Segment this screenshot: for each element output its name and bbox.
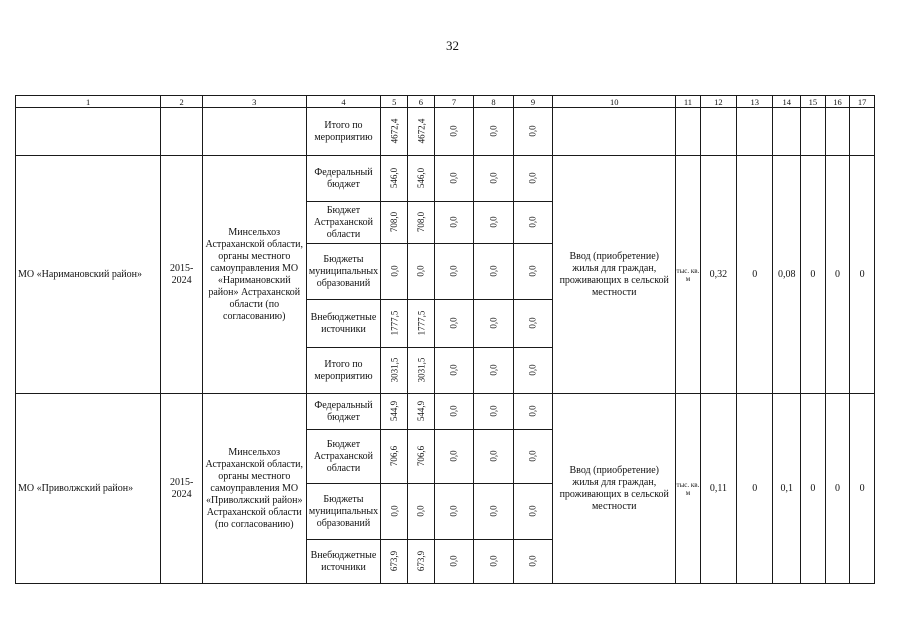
value-text: 544,9	[415, 400, 426, 421]
empty-cell	[676, 108, 701, 156]
indicator-cell: 0	[737, 156, 773, 394]
value-cell	[474, 430, 514, 484]
col-header: 14	[773, 96, 801, 108]
value-text: 1777,5	[415, 310, 426, 335]
value-cell	[381, 300, 408, 348]
unit-cell: тыс. кв. м	[676, 156, 701, 394]
value-text: 0,0	[488, 171, 499, 184]
indicator-cell: 0	[737, 394, 773, 584]
value-text: 546,0	[389, 167, 400, 188]
indicator-cell: 0,32	[700, 156, 736, 394]
period-cell: 2015-2024	[161, 394, 203, 584]
funding-source: Федеральный бюджет	[306, 156, 381, 202]
executor-cell: Минсельхоз Астраханской области, органы местного самоуправления МО «Наримановский район» Астраханской области (по согласованию)	[202, 156, 306, 394]
value-cell	[513, 348, 553, 394]
value-cell	[381, 348, 408, 394]
value-text: 0,0	[528, 316, 539, 329]
value-cell	[408, 394, 435, 430]
value-text: 0,0	[528, 171, 539, 184]
col-header: 8	[474, 96, 514, 108]
funding-source: Внебюджетные источники	[306, 300, 381, 348]
col-header: 6	[408, 96, 435, 108]
value-text: 0,0	[488, 554, 499, 567]
empty-cell	[161, 108, 203, 156]
indicator-cell: 0,11	[700, 394, 736, 584]
col-header: 9	[513, 96, 553, 108]
value-cell	[434, 300, 474, 348]
value-text: 0,0	[449, 504, 460, 517]
value-cell	[434, 244, 474, 300]
executor-cell: Минсельхоз Астраханской области, органы местного самоуправления МО «Приволжский район» Астраханской области (по согласованию)	[202, 394, 306, 584]
funding-source: Итого по мероприятию	[306, 108, 381, 156]
value-text: 0,0	[488, 264, 499, 277]
col-header: 17	[850, 96, 875, 108]
empty-cell	[825, 108, 850, 156]
value-cell	[381, 484, 408, 540]
indicator-cell: 0	[825, 394, 850, 584]
col-header: 4	[306, 96, 381, 108]
value-cell	[513, 394, 553, 430]
value-text: 0,0	[415, 264, 426, 277]
value-text: 0,0	[449, 264, 460, 277]
table-row	[16, 108, 875, 156]
value-cell	[434, 484, 474, 540]
empty-cell	[16, 108, 161, 156]
page-number: 32	[446, 38, 459, 53]
col-header: 7	[434, 96, 474, 108]
value-cell	[434, 202, 474, 244]
funding-source: Итого по мероприятию	[306, 348, 381, 394]
indicator-cell: 0	[850, 156, 875, 394]
value-cell	[513, 108, 553, 156]
value-text: 0,0	[528, 363, 539, 376]
value-cell	[474, 540, 514, 584]
value-cell	[474, 244, 514, 300]
value-cell	[513, 156, 553, 202]
value-cell	[474, 484, 514, 540]
funding-source: Федеральный бюджет	[306, 394, 381, 430]
municipality-cell: МО «Наримановский район»	[16, 156, 161, 394]
value-text: 0,0	[449, 554, 460, 567]
indicator-cell: 0	[801, 156, 826, 394]
value-text: 673,9	[415, 550, 426, 571]
measure-cell: Ввод (приобретение) жилья для граждан, проживающих в сельской местности	[553, 156, 676, 394]
col-header: 10	[553, 96, 676, 108]
value-text: 0,0	[528, 215, 539, 228]
col-header: 3	[202, 96, 306, 108]
value-text: 706,6	[415, 445, 426, 466]
value-text: 708,0	[415, 211, 426, 232]
value-text: 546,0	[415, 167, 426, 188]
col-header: 15	[801, 96, 826, 108]
value-text: 708,0	[389, 211, 400, 232]
value-cell	[381, 394, 408, 430]
value-text: 0,0	[449, 363, 460, 376]
value-cell	[513, 540, 553, 584]
value-text: 0,0	[449, 171, 460, 184]
value-cell	[408, 156, 435, 202]
value-text: 0,0	[528, 504, 539, 517]
value-cell	[381, 244, 408, 300]
measure-cell: Ввод (приобретение) жилья для граждан, проживающих в сельской местности	[553, 394, 676, 584]
col-header: 13	[737, 96, 773, 108]
funding-source: Бюджет Астраханской области	[306, 430, 381, 484]
indicator-cell: 0,08	[773, 156, 801, 394]
indicator-cell: 0	[825, 156, 850, 394]
column-number-row	[16, 96, 875, 108]
table-row	[16, 394, 875, 430]
empty-cell	[700, 108, 736, 156]
municipality-cell: МО «Приволжский район»	[16, 394, 161, 584]
value-cell	[434, 394, 474, 430]
col-header: 11	[676, 96, 701, 108]
indicator-cell: 0,1	[773, 394, 801, 584]
value-cell	[381, 540, 408, 584]
value-cell	[474, 394, 514, 430]
funding-source: Бюджеты муниципальных образований	[306, 484, 381, 540]
empty-cell	[737, 108, 773, 156]
value-text: 1777,5	[389, 310, 400, 335]
value-cell	[408, 300, 435, 348]
value-text: 0,0	[389, 264, 400, 277]
value-cell	[434, 430, 474, 484]
value-text: 0,0	[389, 504, 400, 517]
value-cell	[381, 108, 408, 156]
empty-cell	[553, 108, 676, 156]
value-text: 0,0	[488, 504, 499, 517]
value-text: 4672,4	[415, 118, 426, 143]
value-text: 0,0	[488, 124, 499, 137]
value-cell	[408, 484, 435, 540]
value-text: 0,0	[528, 554, 539, 567]
value-text: 0,0	[449, 316, 460, 329]
value-text: 0,0	[488, 404, 499, 417]
value-cell	[408, 348, 435, 394]
value-text: 0,0	[449, 124, 460, 137]
value-cell	[513, 484, 553, 540]
value-cell	[408, 202, 435, 244]
value-cell	[381, 430, 408, 484]
empty-cell	[202, 108, 306, 156]
table-row	[16, 156, 875, 202]
col-header: 1	[16, 96, 161, 108]
value-text: 0,0	[449, 404, 460, 417]
empty-cell	[801, 108, 826, 156]
value-cell	[513, 244, 553, 300]
value-text: 3031,5	[415, 357, 426, 382]
value-text: 0,0	[488, 449, 499, 462]
value-text: 0,0	[449, 215, 460, 228]
funding-source: Внебюджетные источники	[306, 540, 381, 584]
value-text: 0,0	[528, 264, 539, 277]
col-header: 12	[700, 96, 736, 108]
unit-cell: тыс. кв. м	[676, 394, 701, 584]
value-cell	[408, 430, 435, 484]
value-text: 0,0	[528, 449, 539, 462]
value-cell	[434, 108, 474, 156]
value-text: 0,0	[449, 449, 460, 462]
indicator-cell: 0	[850, 394, 875, 584]
funding-source: Бюджет Астраханской области	[306, 202, 381, 244]
budget-table	[15, 95, 875, 584]
value-text: 544,9	[389, 400, 400, 421]
indicator-cell: 0	[801, 394, 826, 584]
value-text: 0,0	[488, 363, 499, 376]
value-text: 3031,5	[389, 357, 400, 382]
col-header: 16	[825, 96, 850, 108]
value-cell	[381, 156, 408, 202]
funding-source: Бюджеты муниципальных образований	[306, 244, 381, 300]
value-cell	[408, 540, 435, 584]
empty-cell	[773, 108, 801, 156]
value-text: 4672,4	[389, 118, 400, 143]
value-text: 0,0	[488, 215, 499, 228]
value-text: 0,0	[415, 504, 426, 517]
value-cell	[408, 244, 435, 300]
value-cell	[474, 108, 514, 156]
value-cell	[474, 300, 514, 348]
value-text: 706,6	[389, 445, 400, 466]
value-cell	[381, 202, 408, 244]
value-cell	[513, 300, 553, 348]
value-text: 0,0	[488, 316, 499, 329]
value-cell	[513, 430, 553, 484]
value-cell	[434, 540, 474, 584]
value-text: 0,0	[528, 404, 539, 417]
value-cell	[434, 156, 474, 202]
value-cell	[408, 108, 435, 156]
empty-cell	[850, 108, 875, 156]
value-text: 0,0	[528, 124, 539, 137]
value-cell	[474, 202, 514, 244]
period-cell: 2015-2024	[161, 156, 203, 394]
value-cell	[474, 156, 514, 202]
value-cell	[434, 348, 474, 394]
value-cell	[513, 202, 553, 244]
value-cell	[474, 348, 514, 394]
value-text: 673,9	[389, 550, 400, 571]
col-header: 5	[381, 96, 408, 108]
col-header: 2	[161, 96, 203, 108]
